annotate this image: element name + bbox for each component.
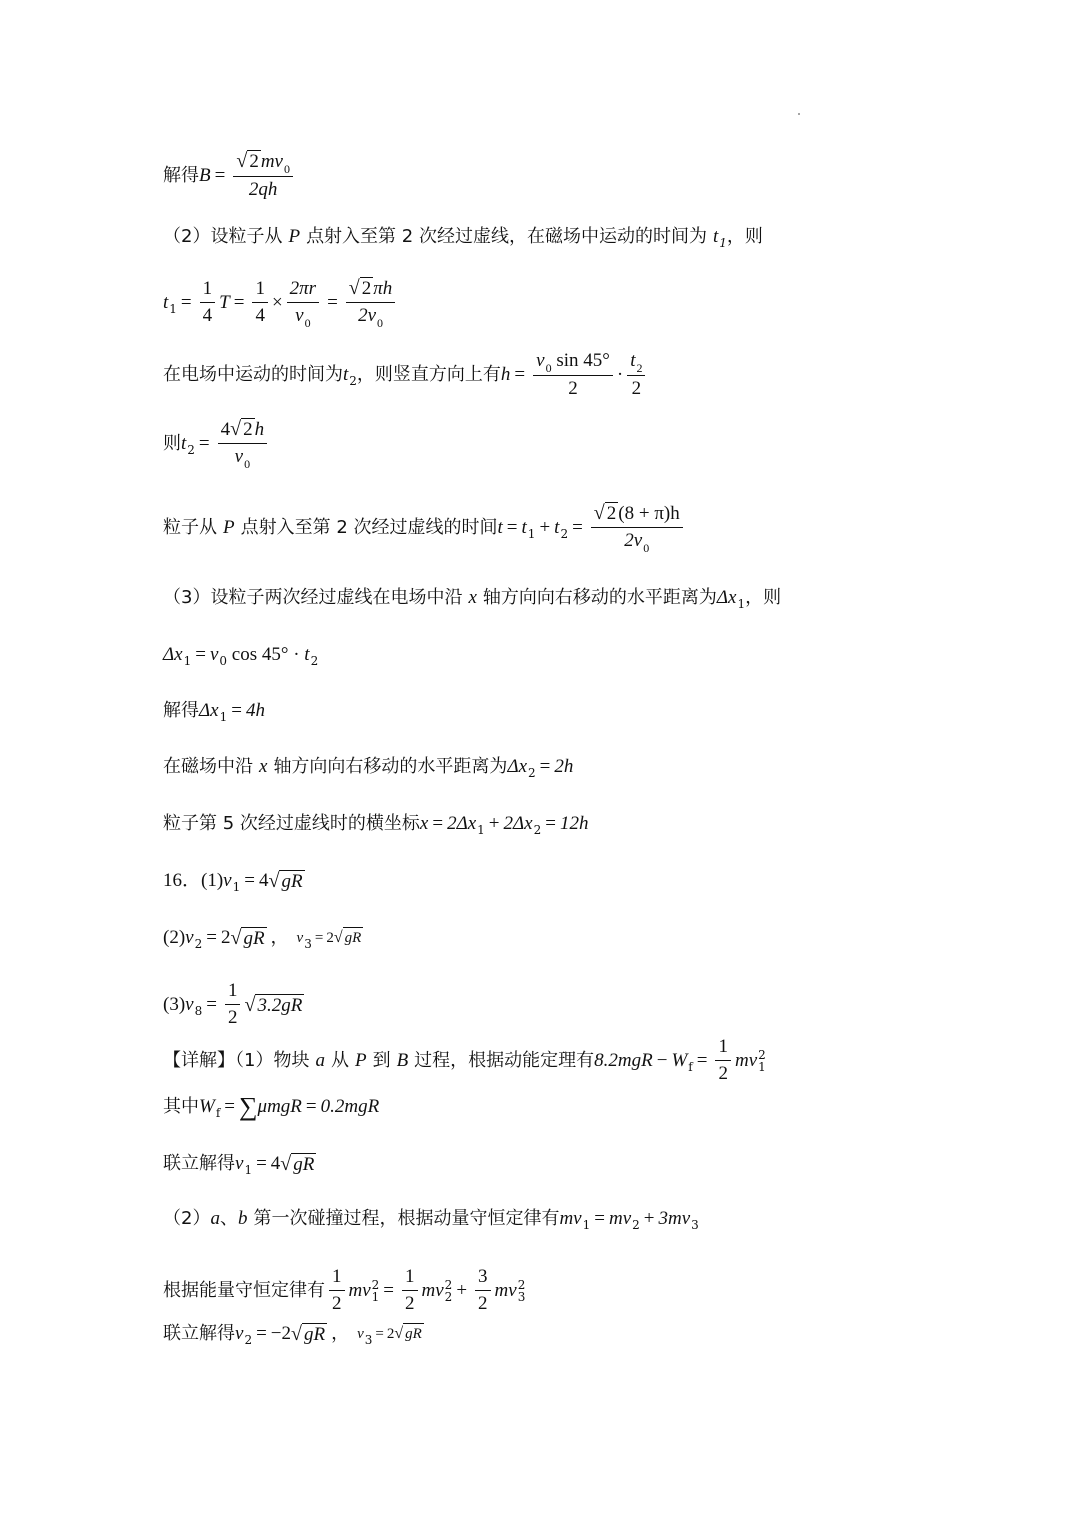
radicand: gR [281, 871, 303, 892]
sqrt: √ 3.2gR [244, 993, 303, 1016]
equals: = [256, 1323, 267, 1344]
symbol: t [343, 364, 349, 385]
radicand: gR [243, 928, 265, 949]
equals: = [514, 364, 526, 385]
subscript: 1 [527, 526, 536, 541]
denominator [232, 444, 253, 469]
coefficient: 4 [270, 1153, 281, 1174]
coefficient: −2 [270, 1323, 292, 1344]
symbol: P [223, 516, 235, 538]
separator: ， [270, 927, 289, 948]
solution-line-6 [163, 502, 687, 553]
subscript: 2 [310, 654, 319, 668]
term: mv [734, 1049, 758, 1071]
fraction [402, 1266, 418, 1315]
denominator: 2 [332, 1293, 342, 1314]
text: （2） [163, 1208, 211, 1229]
denominator: 2 [227, 1007, 238, 1028]
text: 【详解】（1）物块 [163, 1049, 310, 1071]
text: 其中 [163, 1096, 199, 1117]
equals: = [214, 164, 226, 186]
symbol: B [199, 164, 211, 186]
term: v [234, 446, 244, 467]
equals: = [314, 930, 324, 946]
subscript: 1 [758, 1059, 766, 1074]
text: 联立解得 [163, 1153, 235, 1174]
subscript: 0 [643, 541, 650, 555]
subscript: 1 [169, 301, 177, 316]
detail-line-1 [163, 1036, 766, 1085]
term: mv [559, 1208, 582, 1229]
subscript: 1 [371, 1289, 380, 1304]
coefficient: 2 [386, 1326, 395, 1342]
answer-16-part-1 [163, 869, 305, 893]
symbol: P [288, 226, 301, 247]
term: 2v [358, 305, 377, 326]
sqrt: √ gR [268, 870, 303, 892]
symbol: t [304, 644, 310, 665]
denominator: 2 [631, 378, 642, 399]
subscript: 2 [187, 442, 195, 457]
symbol: W [199, 1096, 215, 1117]
separator: ， [331, 1323, 350, 1344]
subscript: 0 [545, 361, 552, 375]
symbol: v [357, 1326, 364, 1342]
detail-line-2 [163, 1092, 380, 1121]
text: 解得 [163, 700, 199, 721]
symbol: a [315, 1049, 325, 1071]
subscript: 2 [632, 1218, 640, 1232]
equals: = [256, 1153, 267, 1174]
fraction [287, 278, 319, 328]
fraction [533, 350, 613, 400]
fraction [627, 350, 645, 400]
superscript: 2 [758, 1047, 766, 1062]
fraction [475, 1266, 491, 1315]
radicand: gR [304, 1324, 326, 1345]
text: （2）设粒子从 [163, 226, 283, 247]
fraction [200, 278, 216, 327]
term: cos 45° · [227, 644, 305, 665]
solution-line-10 [163, 755, 573, 779]
text: 点射入至第 2 次经过虚线，在磁场中运动的时间为 [306, 226, 707, 247]
symbol: a [210, 1208, 220, 1229]
fraction [252, 278, 268, 327]
denominator [621, 528, 652, 553]
text: ，则 [726, 226, 763, 247]
radicand: gR [403, 1323, 424, 1345]
subscript: f [688, 1059, 693, 1074]
coefficient: 2 [220, 927, 231, 948]
sqrt: √ gR [394, 1323, 423, 1345]
term: v [536, 350, 545, 371]
text: 过程，根据动能定理有 [414, 1049, 595, 1071]
solution-line-2 [163, 225, 763, 249]
equals: = [594, 1208, 605, 1229]
subscript: f [215, 1106, 221, 1120]
term: (8 + π)h [618, 503, 680, 524]
equals: = [539, 756, 551, 777]
term: 2Δx [447, 813, 477, 834]
symbol: B [396, 1049, 409, 1071]
text: 在电场中运动的时间为 [163, 364, 343, 385]
symbol: t [521, 516, 527, 538]
subscript: 1 [582, 1218, 591, 1232]
equals: = [244, 870, 255, 891]
symbol: x [468, 587, 477, 608]
symbol: Δx [507, 756, 528, 777]
answer-16-part-2 [163, 926, 363, 950]
part-label: (3) [163, 993, 186, 1015]
sqrt: √ 2 [348, 277, 372, 299]
superscript: 2 [444, 1277, 453, 1292]
page-mark [798, 113, 800, 115]
term: 4 [220, 419, 231, 440]
symbol: x [419, 813, 429, 834]
detail-line-6 [163, 1322, 424, 1346]
equals: = [206, 927, 217, 948]
equals: = [198, 432, 210, 454]
symbol: Δx [716, 587, 737, 608]
equals: = [383, 1279, 395, 1301]
subscript: 1 [232, 880, 241, 894]
equals: = [545, 813, 556, 834]
plus: + [539, 516, 551, 538]
subscript: 1 [219, 710, 228, 724]
term: mv [421, 1279, 444, 1301]
fraction [329, 1266, 345, 1315]
sqrt: √ gR [291, 1323, 326, 1345]
denominator: 2 [568, 378, 578, 399]
text: ，则竖直方向上有 [356, 364, 501, 385]
numerator: 2πr [287, 278, 319, 303]
cdot: · [616, 364, 624, 385]
numerator: 1 [402, 1266, 418, 1291]
radicand: gR [343, 927, 364, 949]
equals: = [231, 700, 242, 721]
question-number: 16． [163, 870, 202, 891]
text: 点射入至第 2 次经过虚线的时间 [240, 516, 498, 538]
text: 则 [163, 432, 181, 454]
numerator [627, 350, 645, 376]
subscript: 2 [533, 823, 542, 837]
numerator: 1 [329, 1266, 345, 1291]
text: 、 [219, 1208, 238, 1229]
sqrt: √ gR [334, 927, 363, 949]
radicand: gR [293, 1154, 315, 1175]
value: 12h [559, 813, 589, 834]
part-label: (1) [201, 870, 224, 891]
subscript: 3 [364, 1333, 373, 1347]
minus: − [656, 1049, 668, 1071]
symbol: t [712, 226, 719, 247]
equals: = [375, 1326, 384, 1342]
fraction [233, 150, 293, 201]
coefficient: 2 [326, 930, 334, 946]
term: mv [494, 1279, 517, 1301]
subscript: 0 [283, 162, 290, 176]
coefficient: 4 [258, 870, 269, 891]
subscript: 8 [194, 1003, 203, 1018]
symbol: t [181, 432, 187, 454]
numerator [591, 502, 683, 528]
equals: = [233, 291, 245, 313]
equals: = [432, 813, 444, 834]
detail-line-3 [163, 1152, 316, 1176]
text: 在磁场中沿 [163, 756, 253, 777]
denominator: 2 [478, 1293, 488, 1314]
text: 解得 [163, 164, 199, 186]
numerator [218, 418, 267, 444]
sqrt: √ 2 [236, 150, 259, 172]
equals: = [696, 1049, 708, 1071]
equals: = [572, 516, 583, 538]
symbol: T [219, 291, 230, 313]
term: 2v [624, 530, 643, 551]
solution-line-3 [163, 277, 399, 328]
detail-line-5 [163, 1266, 525, 1315]
part-label: (2) [163, 927, 186, 948]
symbol: W [671, 1049, 688, 1071]
equals: = [506, 516, 518, 538]
subscript: 1 [737, 597, 746, 611]
radicand: 2 [249, 151, 259, 172]
subscript: 1 [183, 654, 192, 668]
term: sin 45° [551, 350, 610, 371]
denominator [355, 303, 386, 328]
subscript: 1 [719, 236, 727, 250]
term: mv [260, 151, 283, 172]
equals: = [195, 644, 206, 665]
symbol: t [163, 291, 169, 313]
text: 轴方向向右移动的水平距离为 [273, 756, 508, 777]
symbol: v [235, 1153, 244, 1174]
numerator: 3 [475, 1266, 491, 1291]
sqrt: √ gR [230, 927, 265, 949]
symbol: b [237, 1208, 248, 1229]
solution-line-8 [163, 643, 318, 667]
symbol: t [554, 516, 560, 538]
text: 根据能量守恒定律有 [163, 1279, 325, 1301]
symbol: h [500, 364, 511, 385]
solution-line-11 [163, 812, 588, 836]
text: 粒子从 [163, 516, 217, 538]
plus: + [456, 1279, 468, 1301]
subscript: 0 [244, 457, 251, 471]
equals: = [305, 1096, 317, 1117]
subscript: 2 [194, 937, 203, 951]
radicand: 2 [361, 278, 372, 299]
text: 轴方向向右移动的水平距离为 [482, 587, 717, 608]
symbol: v [296, 930, 304, 946]
numerator [233, 150, 293, 177]
solution-line-1 [163, 150, 297, 201]
solution-line-9 [163, 699, 265, 723]
denominator: 4 [202, 305, 213, 326]
fraction [346, 277, 396, 328]
subscript: 2 [244, 1333, 253, 1347]
numerator: 1 [252, 278, 268, 303]
numerator [346, 277, 396, 303]
text: 到 [372, 1049, 391, 1071]
denominator: 2qh [248, 179, 278, 200]
symbol: v [209, 644, 219, 665]
symbol: t [497, 516, 503, 538]
term: t [630, 350, 636, 371]
value: 2h [554, 756, 574, 777]
radicand: 2 [243, 419, 253, 440]
subscript: 2 [349, 374, 357, 388]
numerator [533, 350, 613, 376]
subscript: 2 [444, 1289, 453, 1304]
equals: = [206, 993, 217, 1015]
term: μmgR [257, 1096, 302, 1117]
subscript: 3 [304, 937, 312, 951]
denominator: 4 [255, 305, 265, 326]
detail-line-4 [163, 1207, 699, 1231]
value: 0.2mgR [320, 1096, 380, 1117]
numerator: 1 [225, 980, 241, 1005]
solution-line-7 [163, 586, 781, 610]
term: h [254, 419, 265, 440]
text: 粒子第 5 次经过虚线时的横坐标 [163, 813, 420, 834]
sqrt: √ gR [280, 1153, 315, 1175]
term: 8.2mgR [594, 1049, 653, 1071]
symbol: v [235, 1323, 244, 1344]
answer-16-part-3 [163, 980, 304, 1029]
term: v [295, 304, 304, 326]
subscript: 2 [636, 361, 643, 375]
equals: = [180, 291, 192, 313]
equals: = [327, 291, 338, 313]
term: mv [608, 1208, 632, 1229]
solution-line-4 [163, 350, 649, 400]
subscript: 3 [517, 1289, 526, 1304]
subscript: 2 [528, 766, 536, 780]
fraction [218, 418, 267, 469]
sqrt: √ 2 [230, 418, 253, 440]
sum-symbol: ∑ [239, 1092, 258, 1121]
term: mv [348, 1279, 371, 1301]
equals: = [224, 1096, 235, 1117]
text: （3）设粒子两次经过虚线在电场中沿 [163, 587, 463, 608]
denominator [292, 303, 313, 328]
denominator: 2 [718, 1063, 728, 1084]
denominator: 2 [405, 1293, 415, 1314]
fraction [225, 980, 241, 1029]
term: πh [373, 278, 393, 299]
symbol: v [185, 927, 194, 948]
subscript: 1 [477, 823, 485, 837]
fraction [715, 1036, 731, 1085]
subscript: 2 [560, 526, 569, 541]
subscript: 1 [244, 1163, 253, 1177]
symbol: x [259, 756, 268, 777]
plus: + [488, 813, 500, 834]
term: 2Δx [503, 813, 533, 834]
superscript: 2 [517, 1277, 526, 1292]
subscript: 0 [377, 316, 384, 330]
superscript: 2 [371, 1277, 380, 1292]
sqrt: √ 2 [593, 502, 617, 524]
symbol: Δx [199, 700, 219, 721]
term: 3mv [658, 1208, 691, 1229]
subscript: 3 [691, 1218, 699, 1232]
subscript: 0 [304, 315, 311, 330]
symbol: v [223, 870, 232, 891]
radicand: 3.2gR [257, 994, 303, 1016]
plus: + [643, 1208, 655, 1229]
radicand: 2 [606, 503, 617, 524]
text: ，则 [745, 587, 782, 608]
times: × [271, 291, 283, 313]
subscript: 0 [219, 654, 228, 668]
numerator: 1 [715, 1036, 731, 1061]
numerator: 1 [200, 278, 216, 303]
symbol: v [185, 993, 194, 1015]
fraction [591, 502, 683, 553]
text: 联立解得 [163, 1323, 235, 1344]
solution-line-5 [163, 418, 271, 469]
symbol: P [354, 1049, 367, 1071]
text: 从 [330, 1049, 349, 1071]
text: 第一次碰撞过程，根据动量守恒定律有 [253, 1208, 560, 1229]
value: 4h [245, 700, 265, 721]
symbol: Δx [163, 644, 183, 665]
